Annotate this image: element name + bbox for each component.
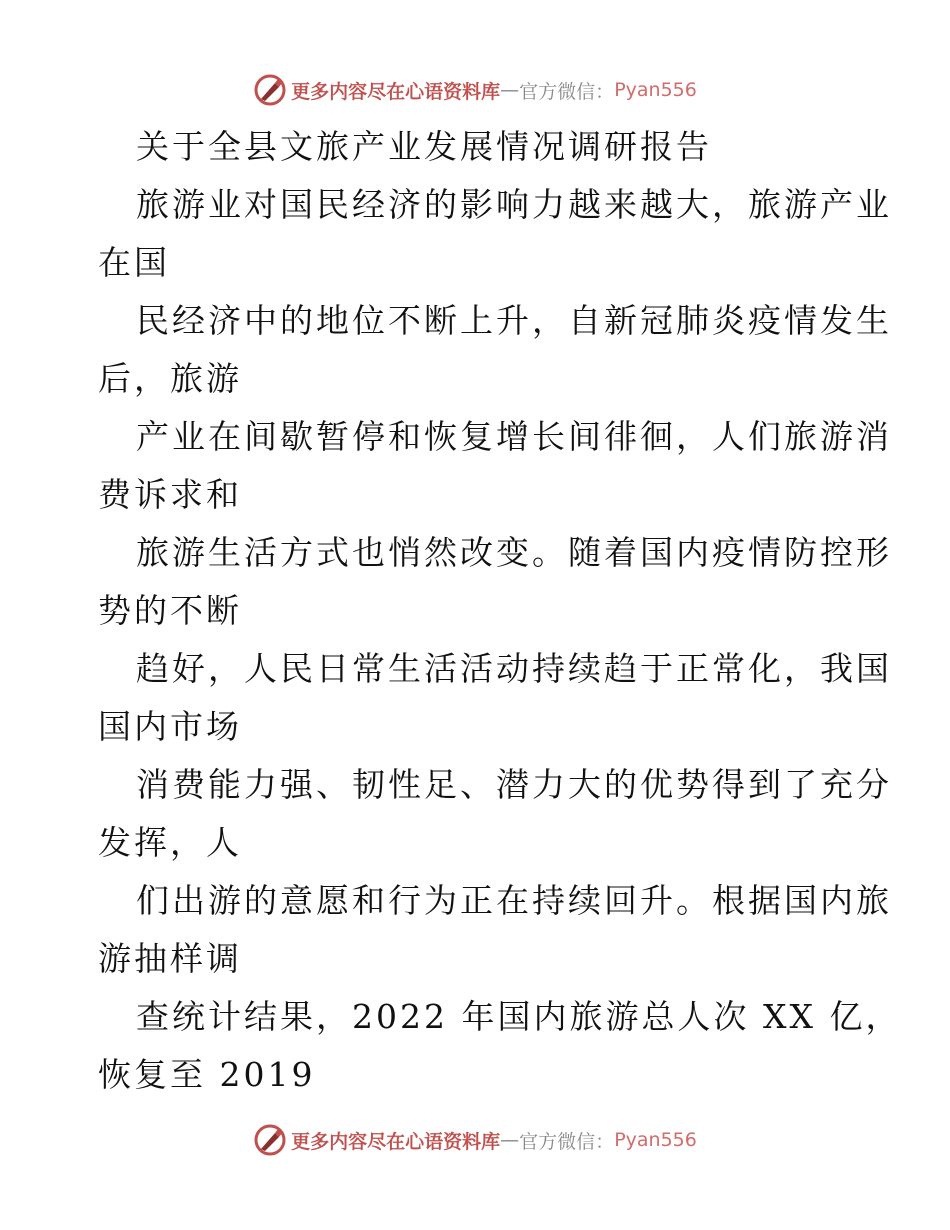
banner-wechat-id: Pyan556 xyxy=(614,1129,697,1151)
banner-text: 更多内容尽在心语资料库 xyxy=(291,1130,501,1153)
text-line: 后，旅游 xyxy=(98,359,242,398)
header-watermark xyxy=(0,70,950,110)
text-line: 费诉求和 xyxy=(98,475,242,514)
text-line: 查统计结果，2022 年国内旅游总人次 XX 亿， xyxy=(136,997,902,1036)
banner-label: 官方微信： xyxy=(519,80,615,103)
banner-dash: — xyxy=(500,1129,520,1151)
text-line: 旅游生活方式也悄然改变。随着国内疫情防控形 xyxy=(136,533,892,572)
text-line: 发挥，人 xyxy=(98,823,242,862)
document-title: 关于全县文旅产业发展情况调研报告 xyxy=(136,127,712,166)
banner-dash: — xyxy=(500,79,520,101)
text-line: 消费能力强、韧性足、潜力大的优势得到了充分 xyxy=(136,765,892,804)
text-line: 们出游的意愿和行为正在持续回升。根据国内旅 xyxy=(136,881,892,920)
text-line: 国内市场 xyxy=(98,707,242,746)
text-line: 民经济中的地位不断上升，自新冠肺炎疫情发生 xyxy=(136,301,892,340)
pen-logo-icon xyxy=(253,73,287,107)
banner-wechat-id: Pyan556 xyxy=(614,79,697,101)
text-line: 在国 xyxy=(98,243,170,282)
document-body xyxy=(98,118,902,1104)
banner-text: 更多内容尽在心语资料库 xyxy=(291,80,501,103)
text-line: 产业在间歇暂停和恢复增长间徘徊，人们旅游消 xyxy=(136,417,892,456)
text-line: 恢复至 2019 xyxy=(98,1055,316,1094)
text-line: 旅游业对国民经济的影响力越来越大，旅游产业 xyxy=(136,185,892,224)
banner-label: 官方微信： xyxy=(519,1130,615,1153)
footer-watermark xyxy=(0,1120,950,1160)
text-line: 趋好，人民日常生活活动持续趋于正常化，我国 xyxy=(136,649,892,688)
text-line: 游抽样调 xyxy=(98,939,242,978)
text-line: 势的不断 xyxy=(98,591,242,630)
pen-logo-icon xyxy=(253,1123,287,1157)
